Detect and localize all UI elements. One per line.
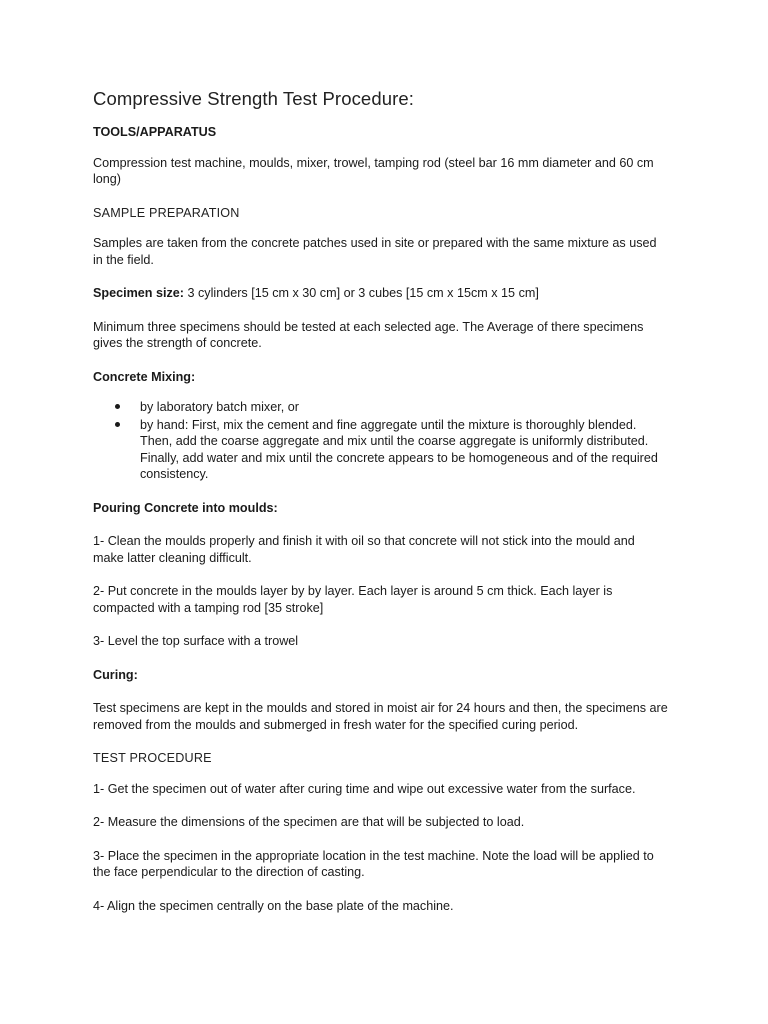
concrete-mixing-list <box>93 399 668 483</box>
tools-text: Compression test machine, moulds, mixer, trowel, tamping rod (steel bar 16 mm diameter and 60 cm long) <box>93 155 654 186</box>
tools-heading: TOOLS/APPARATUS <box>93 125 217 139</box>
test-step-3: 3- Place the specimen in the appropriate location in the test machine. Note the load will be applied to the face perpendicular to the direction of casting. <box>93 848 654 879</box>
specimen-size-label: Specimen size: <box>93 286 184 300</box>
concrete-mixing-heading: Concrete Mixing: <box>93 369 196 384</box>
pouring-step-1: 1- Clean the moulds properly and finish it with oil so that concrete will not stick into the mould and make latter cleaning difficult. <box>93 534 635 565</box>
sample-preparation-text: Samples are taken from the concrete patches used in site or prepared with the same mixture as used in the field. <box>93 236 657 267</box>
test-step-2: 2- Measure the dimensions of the specimen are that will be subjected to load. <box>93 815 525 829</box>
document-title: Compressive Strength Test Procedure: <box>93 88 414 109</box>
pouring-step-3: 3- Level the top surface with a trowel <box>93 634 299 648</box>
curing-heading: Curing: <box>93 667 138 682</box>
pouring-heading: Pouring Concrete into moulds: <box>93 500 278 515</box>
pouring-step-2: 2- Put concrete in the moulds layer by by layer. Each layer is around 5 cm thick. Each layer is compacted with a tamping rod [35 stroke] <box>93 584 613 615</box>
minimum-specimens-text: Minimum three specimens should be tested at each selected age. The Average of there specimens gives the strength of concrete. <box>93 319 644 350</box>
bullet-icon <box>115 422 120 427</box>
test-step-1: 1- Get the specimen out of water after curing time and wipe out excessive water from the surface. <box>93 781 636 796</box>
specimen-size-value: 3 cylinders [15 cm x 30 cm] or 3 cubes [15 cm x 15cm x 15 cm] <box>184 286 539 300</box>
list-item <box>115 399 668 416</box>
sample-preparation-heading: SAMPLE PREPARATION <box>93 205 240 220</box>
test-step-4: 4- Align the specimen centrally on the base plate of the machine. <box>93 898 454 913</box>
specimen-size-line <box>93 285 668 302</box>
list-item-text: by laboratory batch mixer, or <box>140 400 299 414</box>
curing-text: Test specimens are kept in the moulds and stored in moist air for 24 hours and then, the specimens are removed from the moulds and submerged in fresh water for the specified curing period. <box>93 701 668 732</box>
list-item <box>115 417 668 483</box>
test-procedure-heading: TEST PROCEDURE <box>93 751 212 765</box>
bullet-icon <box>115 404 120 409</box>
list-item-text: by hand: First, mix the cement and fine aggregate until the mixture is thoroughly blended. Then, add the coarse aggregate and mix until the coarse aggregate is uniformly distributed. Finally, add water and mix until the concrete appears to be homogeneous and of the required consistency. <box>140 417 658 481</box>
